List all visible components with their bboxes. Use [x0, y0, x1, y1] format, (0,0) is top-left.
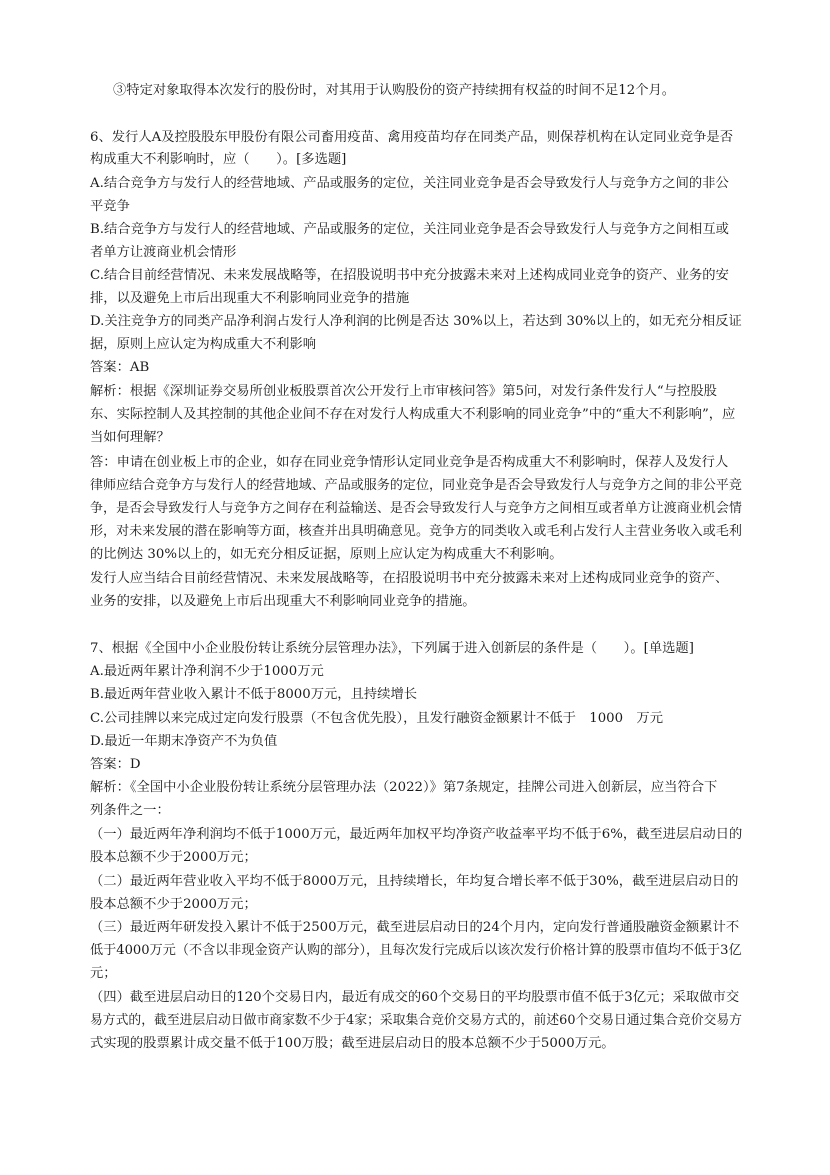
q7-condition-1: （一）最近两年净利润均不低于1000万元，最近两年加权平均净资产收益率平均不低于6%，截至进层启动日的 — [90, 827, 743, 842]
q7-condition-4: （四）截至进层启动日的120个交易日内，最近有成交的60个交易日的平均股票市值不低于3亿元；采取做市交 — [90, 990, 740, 1005]
q7-stem: 7、根据《全国中小企业股份转让系统分层管理办法》，下列属于进入创新层的条件是（ ）。[单选题] — [90, 641, 694, 656]
q6-reply-cont: 形，对未来发展的潜在影响等方面，核查并出具明确意见。竞争方的同类收入或毛利占发行人主营业务收入或毛利 — [90, 524, 742, 539]
q6-reply-cont: 争，是否会导致发行人与竞争方之间存在利益输送、是否会导致发行人与竞争方之间相互或者单方让渡商业机会情 — [90, 501, 742, 516]
q7-condition-4-cont: 易方式的，截至进层启动日做市商家数不少于4家；采取集合竞价交易方式的，前述60个交易日通过集合竞价交易方 — [90, 1013, 742, 1028]
q6-option-a: A.结合竞争方与发行人的经营地域、产品或服务的定位，关注同业竞争是否会导致发行人与竞争方之间的非公 — [90, 176, 729, 191]
q6-option-c: C.结合目前经营情况、未来发展战略等，在招股说明书中充分披露未来对上述构成同业竞争的资产、业务的安 — [90, 268, 729, 283]
q7-condition-3-cont: 低于4000万元（不含以非现金资产认购的部分），且每次发行完成后以该次发行价格计算的股票市值均不低于3亿 — [90, 943, 742, 958]
q6-reply: 答：申请在创业板上市的企业，如存在同业竞争情形认定同业竞争是否构成重大不利影响时，保荐人及发行人 — [90, 455, 729, 470]
q6-stem-cont: 构成重大不利影响时，应（ ）。[多选题] — [90, 152, 347, 167]
q7-condition-3-cont: 元； — [90, 966, 117, 981]
q6-analysis-cont: 当如何理解？ — [90, 430, 170, 445]
q7-option-c: C.公司挂牌以来完成过定向发行股票（不包含优先股），且发行融资金额累计不低于 1000 万元 — [90, 711, 663, 726]
q6-option-b: B.结合竞争方与发行人的经营地域、产品或服务的定位，关注同业竞争是否会导致发行人与竞争方之间相互或 — [90, 222, 729, 237]
q6-option-d: D.关注竞争方的同类产品净利润占发行人净利润的比例是否达 30%以上，若达到 30%以上的，如无充分相反证 — [90, 314, 742, 329]
q7-condition-3: （三）最近两年研发投入累计不低于2500万元，截至进层启动日的24个月内，定向发行普通股融资金额累计不 — [90, 920, 740, 935]
intro-item-3: ③特定对象取得本次发行的股份时，对其用于认购股份的资产持续拥有权益的时间不足12个月。 — [113, 83, 676, 98]
q7-condition-2-cont: 股本总额不少于2000万元； — [90, 897, 257, 912]
q7-analysis-cont: 列条件之一： — [90, 803, 170, 818]
q6-option-a-cont: 平竞争 — [90, 199, 130, 214]
q7-option-b: B.最近两年营业收入累计不低于8000万元，且持续增长 — [90, 687, 418, 702]
q6-option-c-cont: 排，以及避免上市后出现重大不利影响同业竞争的措施 — [90, 291, 410, 306]
q6-reply-cont: 的比例达 30%以上的，如无充分相反证据，原则上应认定为构成重大不利影响。 — [90, 547, 563, 562]
q6-stem: 6、发行人A及控股股东甲股份有限公司畜用疫苗、禽用疫苗均存在同类产品，则保荐机构在认定同业竞争是否 — [90, 130, 734, 145]
q6-answer: 答案：AB — [90, 360, 150, 375]
q7-option-a: A.最近两年累计净利润不少于1000万元 — [90, 664, 324, 679]
q7-condition-2: （二）最近两年营业收入平均不低于8000万元，且持续增长，年均复合增长率不低于30%，截至进层启动日的 — [90, 874, 739, 889]
q7-condition-1-cont: 股本总额不少于2000万元； — [90, 850, 257, 865]
q6-disclosure-cont: 业务的安排，以及避免上市后出现重大不利影响同业竞争的措施。 — [90, 594, 476, 609]
q6-option-b-cont: 者单方让渡商业机会情形 — [90, 245, 237, 260]
q6-analysis-cont: 东、实际控制人及其控制的其他企业间不存在对发行人构成重大不利影响的同业竞争”中的“重大不利影响”，应 — [90, 407, 736, 422]
q7-answer: 答案：D — [90, 757, 141, 772]
q6-reply-cont: 律师应结合竞争方与发行人的经营地域、产品或服务的定位，同业竞争是否会导致发行人与竞争方之间的非公平竞 — [90, 478, 742, 493]
q6-option-d-cont: 据，原则上应认定为构成重大不利影响 — [90, 337, 317, 352]
q6-analysis: 解析：根据《深圳证券交易所创业板股票首次公开发行上市审核问答》第5问，对发行条件发行人“与控股股 — [90, 384, 717, 399]
q7-analysis: 解析：《全国中小企业股份转让系统分层管理办法（2022）》第7条规定，挂牌公司进入创新层，应当符合下 — [90, 780, 718, 795]
q6-disclosure: 发行人应当结合目前经营情况、未来发展战略等，在招股说明书中充分披露未来对上述构成同业竞争的资产、 — [90, 571, 729, 586]
q7-condition-4-cont: 式实现的股票累计成交量不低于100万股；截至进层启动日的股本总额不少于5000万元。 — [90, 1036, 615, 1051]
q7-option-d: D.最近一年期末净资产不为负值 — [90, 734, 278, 749]
